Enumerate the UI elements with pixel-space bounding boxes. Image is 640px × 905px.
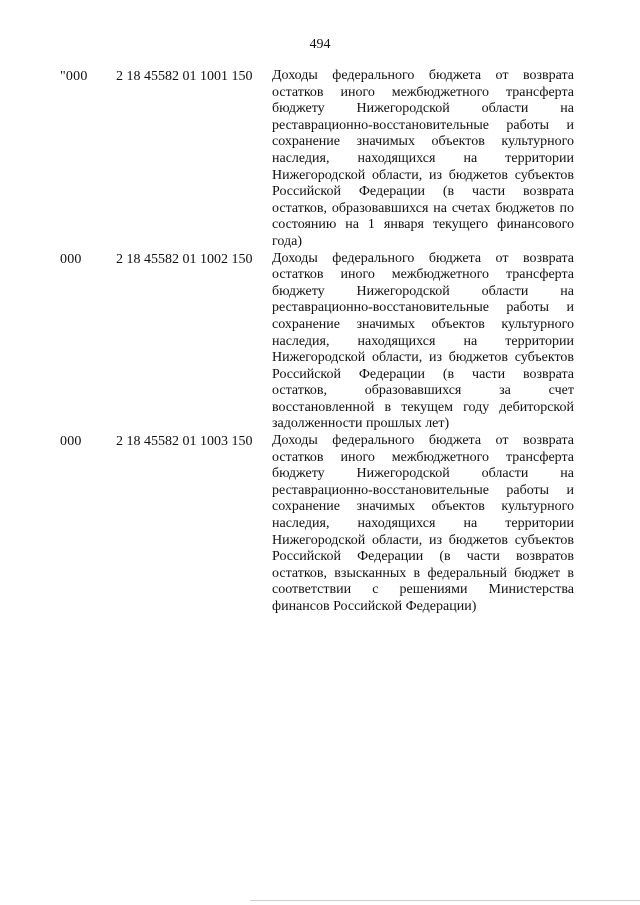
admin-code: 000 <box>60 434 82 450</box>
page-bottom-edge <box>250 900 640 901</box>
page-number: 494 <box>309 37 331 52</box>
budget-classification-code: 2 18 45582 01 1003 150 <box>116 434 253 450</box>
budget-classification-code: 2 18 45582 01 1002 150 <box>116 251 253 267</box>
table-row <box>0 433 640 616</box>
admin-code: "000 <box>60 69 88 84</box>
budget-code-table <box>0 68 640 616</box>
income-description: Доходы федерального бюджета от возврата остатков иного межбюджетного трансферта бюджету Нижегородской области на реставрационно-восстановительные работы и сохранение значимых объектов культурного наследия, находящихся на территории Нижегородской области, из бюджетов субъектов Российской Федерации (в части возвратов остатков, взысканных в федеральный бюджет в соответствии с решениями Министерства финансов Российской Федерации) <box>272 433 574 614</box>
income-description: Доходы федерального бюджета от возврата остатков иного межбюджетного трансферта бюджету Нижегородской области на реставрационно-восстановительные работы и сохранение значимых объектов культурного наследия, находящихся на территории Нижегородской области, из бюджетов субъектов Российской Федерации (в части возврата остатков, образовавшихся за счет восстановленной в текущем году дебиторской задолженности прошлых лет) <box>272 250 574 432</box>
budget-classification-code: 2 18 45582 01 1001 150 <box>116 69 253 84</box>
income-description: Доходы федерального бюджета от возврата остатков иного межбюджетного трансферта бюджету Нижегородской области на реставрационно-восстановительные работы и сохранение значимых объектов культурного наследия, находящихся на территории Нижегородской области, из бюджетов субъектов Российской Федерации (в части возврата остатков, образовавшихся на счетах бюджетов по состоянию на 1 января текущего финансового года) <box>272 68 574 249</box>
table-row <box>0 251 640 434</box>
admin-code: 000 <box>60 251 82 267</box>
table-row <box>0 68 640 251</box>
